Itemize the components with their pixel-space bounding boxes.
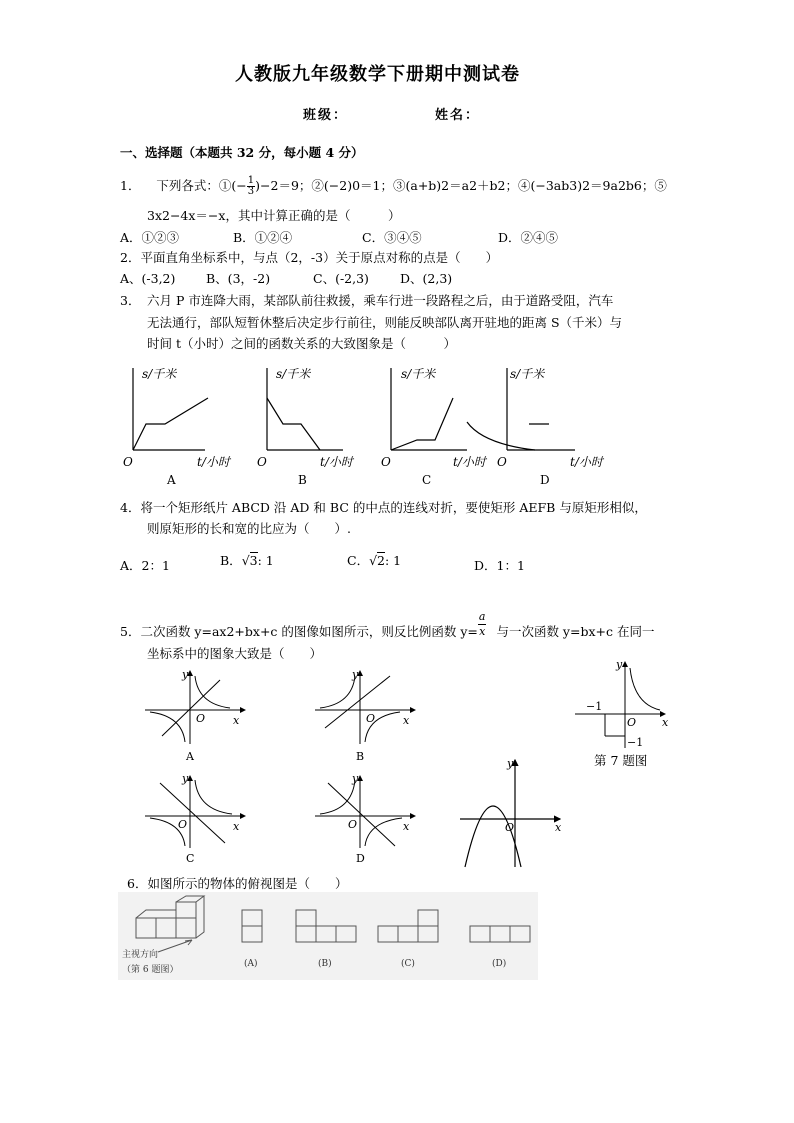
- option-b-radicand: 3: [249, 553, 258, 568]
- question-5-text-b: 与一次函数 y=bx+c 在同一: [496, 624, 655, 639]
- graph-c-curve: [391, 398, 453, 450]
- graph-a-origin: O: [123, 455, 133, 469]
- question-2-option-d: D、(2,3): [400, 271, 453, 286]
- page-title: 人教版九年级数学下册期中测试卷: [235, 64, 520, 85]
- graph-a-label: A: [167, 473, 176, 487]
- sqrt-symbol: √: [241, 553, 250, 568]
- graph-c-xlabel: t/小时: [453, 455, 486, 469]
- fraction-numerator: a: [478, 610, 486, 623]
- question-4-line2: 则原矩形的长和宽的比应为（ ）.: [147, 521, 351, 536]
- question-3-number: 3．: [120, 293, 141, 308]
- graph-d-origin: O: [497, 455, 507, 469]
- fig7-neg-one-bottom: −1: [627, 736, 644, 749]
- name-label: 姓名：: [435, 108, 481, 123]
- graph-d-y-label: y: [352, 772, 359, 785]
- graph-a-origin: O: [196, 712, 206, 725]
- option-c-prefix: C．: [347, 553, 370, 568]
- question-2-option-c: C、(-2,3): [313, 271, 369, 286]
- graph-b-origin: O: [257, 455, 267, 469]
- question-1-number: 1．: [120, 178, 141, 193]
- graph-a-y-label: y: [182, 668, 189, 681]
- question-3-line1: 六月 P 市连降大雨，某部队前往救援，乘车行进一段路程之后，由于道路受阻，汽车: [147, 293, 614, 308]
- question-1-option-c: C．③④⑤: [362, 230, 422, 245]
- graph-d-ylabel: s/千米: [510, 367, 545, 381]
- graph-d-origin: O: [348, 818, 358, 831]
- graph-d-hyperbola-2: [365, 818, 402, 846]
- graph-a-ylabel: s/千米: [142, 367, 177, 381]
- fraction-denominator: 3: [247, 186, 255, 197]
- question-3-line2: 无法通行，部队短暂休整后决定步行前往，则能反映部队离开驻地的距离 S（千米）与: [147, 315, 623, 330]
- graph-d-label: D: [540, 473, 550, 487]
- graph-b-line: [325, 676, 390, 728]
- graph-a-caption: A: [186, 750, 194, 763]
- graph-c-line: [160, 783, 225, 843]
- fraction-a-over-x: [478, 610, 487, 639]
- question-5-graphs: [140, 668, 440, 868]
- graph-b-hyperbola-1: [320, 676, 355, 708]
- graph-c-x-label: x: [233, 820, 240, 833]
- question-1-option-b: B．①②④: [233, 230, 293, 245]
- option-a-label: (A): [244, 959, 258, 969]
- graph-b-label: B: [298, 473, 307, 487]
- graph-b-origin: O: [366, 712, 376, 725]
- fraction-numerator: 1: [247, 175, 255, 186]
- question-2-text: 2．平面直角坐标系中，与点（2，-3）关于原点对称的点是（ ）: [120, 250, 499, 265]
- question-5-text-a: 5．二次函数 y=ax2+bx+c 的图像如图所示，则反比例函数 y=: [120, 624, 478, 639]
- graph-a-curve: [133, 398, 208, 450]
- graph-c-hyperbola-1: [195, 780, 232, 814]
- graph-a-hyperbola-1: [195, 676, 230, 708]
- fig7-y-label: y: [616, 658, 623, 671]
- question-2-option-a: A、(-3,2): [120, 271, 176, 286]
- graph-b-y-label: y: [352, 668, 359, 681]
- graph-c-y-label: y: [182, 772, 189, 785]
- question-4-line1: 4．将一个矩形纸片 ABCD 沿 AD 和 BC 的中点的连线对折，要使矩形 AEFB 与原矩形相似，: [120, 500, 647, 515]
- option-c-label: (C): [401, 959, 415, 969]
- figure-7-caption: 第 7 题图: [594, 753, 648, 768]
- option-b-prefix: B．: [220, 553, 242, 568]
- graph-b-x-label: x: [403, 714, 410, 727]
- fig7-x-label: x: [662, 716, 669, 729]
- question-1-text-a: 下列各式：①(−: [156, 178, 247, 193]
- question-5-line2: 坐标系中的图象大致是（ ）: [147, 646, 323, 661]
- fig7-neg-one-left: −1: [586, 700, 603, 713]
- question-6-figure: [118, 892, 538, 980]
- graph-c-ylabel: s/千米: [401, 367, 436, 381]
- question-3-line3: 时间 t（小时）之间的函数关系的大致图象是（ ）: [147, 336, 456, 351]
- graph-d-hyperbola-1: [320, 780, 355, 814]
- question-4-option-b: [220, 551, 274, 571]
- question-4-option-c: [347, 551, 401, 571]
- parabola-origin: O: [505, 821, 515, 834]
- option-c-radicand: 2: [377, 553, 385, 568]
- fig7-origin: O: [627, 716, 637, 729]
- graph-d-xlabel: t/小时: [570, 455, 603, 469]
- fig7-hyperbola: [630, 668, 660, 710]
- graph-d-x-label: x: [403, 820, 410, 833]
- graph-a-hyperbola-2: [150, 712, 185, 742]
- fig6-caption: （第 6 题图）: [122, 965, 179, 975]
- graph-c-caption: C: [186, 852, 195, 865]
- option-d-label: (D): [492, 959, 507, 969]
- question-3-graphs: [115, 358, 620, 488]
- graph-c-origin: O: [178, 818, 188, 831]
- option-c-ratio: : 1: [385, 553, 402, 568]
- question-2-option-b: B、(3，-2): [206, 271, 271, 286]
- parabola-curve: [465, 806, 521, 867]
- graph-d-line: [328, 783, 395, 846]
- graph-d-curve: [467, 422, 535, 450]
- question-1-option-a: A．①②③: [120, 230, 180, 245]
- graph-a-x-label: x: [233, 714, 240, 727]
- view-direction-label: 主视方向: [122, 950, 159, 960]
- question-6-text: 6．如图所示的物体的俯视图是（ ）: [127, 876, 348, 891]
- section-heading: 一、选择题（本题共 32 分，每小题 4 分）: [120, 145, 364, 160]
- graph-b-ylabel: s/千米: [276, 367, 311, 381]
- question-1-line2: 3x2−4x＝−x，其中计算正确的是（ ）: [147, 208, 401, 223]
- question-1-line1: [120, 176, 667, 197]
- question-5-line1: [120, 610, 655, 647]
- graph-b-caption: B: [356, 750, 365, 763]
- class-label: 班级：: [303, 108, 349, 123]
- graph-c-label: C: [422, 473, 432, 487]
- question-4-option-a: A．2：1: [120, 558, 170, 573]
- question-1-text-b: )−2＝9；②(−2)0＝1；③(a+b)2＝a2＋b2；④(−3ab3)2＝9a2b6；⑤: [255, 178, 667, 193]
- graph-b-curve: [267, 398, 320, 450]
- option-b-ratio: : 1: [257, 553, 274, 568]
- graph-a-xlabel: t/小时: [197, 455, 230, 469]
- option-b-label: (B): [318, 959, 332, 969]
- graph-b-xlabel: t/小时: [320, 455, 353, 469]
- graph-a-line: [162, 680, 220, 736]
- parabola-x-label: x: [555, 821, 562, 834]
- sqrt-symbol: √: [369, 553, 378, 568]
- parabola-figure: [455, 755, 585, 870]
- graph-d-caption: D: [356, 852, 365, 865]
- question-4-option-d: D．1：1: [474, 558, 525, 573]
- question-1-option-d: D．②④⑤: [498, 230, 559, 245]
- parabola-y-label: y: [507, 757, 514, 770]
- fraction-denominator: x: [479, 625, 486, 638]
- graph-c-origin: O: [381, 455, 391, 469]
- fraction-one-third: [247, 176, 255, 197]
